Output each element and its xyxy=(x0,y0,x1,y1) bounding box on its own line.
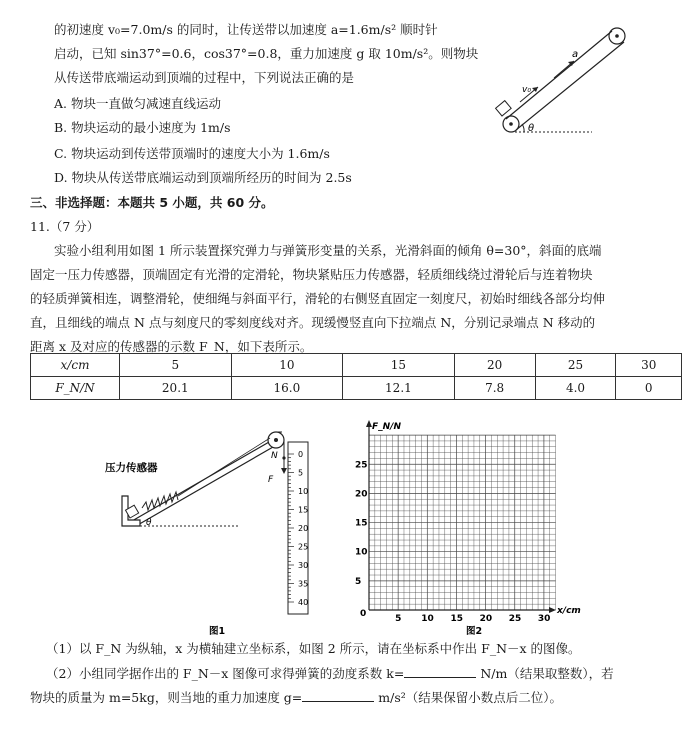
table-cell: 5 xyxy=(120,354,232,377)
subquestion-2-line-1 xyxy=(46,665,614,682)
force-f-label: F xyxy=(268,475,274,485)
conveyor-belt-figure xyxy=(492,20,642,150)
x-tick-label: 5 xyxy=(395,614,402,624)
pressure-sensor-label: 压力传感器 xyxy=(105,462,158,474)
a-label: a xyxy=(572,49,579,60)
table-cell: 20 xyxy=(454,354,535,377)
q11-para-line-4: 直，且细线的端点 N 点与刻度尺的零刻度线对齐。现缓慢竖直向下拉端点 N，分别记录端点 N 移动的 xyxy=(30,315,596,330)
subquestion-2-line-2 xyxy=(30,689,562,706)
x-tick-label: 10 xyxy=(421,614,434,624)
subquestion-2-text-c: 物块的质量为 m=5kg，则当地的重力加速度 g= xyxy=(30,690,303,705)
q10-line-1: 的初速度 v₀=7.0m/s 的同时，让传送带以加速度 a=1.6m/s² 顺时针 xyxy=(54,22,438,37)
q11-para-line-2: 固定一压力传感器，顶端固定有光滑的定滑轮，物块紧贴压力传感器，轻质细线绕过滑轮后与连着物块 xyxy=(30,267,593,282)
q11-number: 11.（7 分） xyxy=(30,219,100,234)
ruler-tick-label: 40 xyxy=(298,598,309,607)
origin-label: 0 xyxy=(360,609,367,619)
ruler-tick-label: 0 xyxy=(298,450,304,459)
figure-2-grid xyxy=(352,418,592,640)
table-row xyxy=(31,354,682,377)
q10-option-b[interactable]: B. 物块运动的最小速度为 1m/s xyxy=(54,120,231,135)
ruler-tick-label: 25 xyxy=(298,542,309,552)
y-tick-label: 25 xyxy=(355,460,368,471)
q11-para-line-3: 的轻质弹簧相连，调整滑轮，使细绳与斜面平行，滑轮的右侧竖直固定一刻度尺，初始时细线各部分均伸 xyxy=(30,291,606,306)
y-axis-label: F_N/N xyxy=(372,422,401,432)
y-tick-label: 15 xyxy=(355,518,368,529)
subquestion-2-text-d: m/s²（结果保留小数点后二位）。 xyxy=(378,690,563,705)
x-axis-label: x/cm xyxy=(557,606,581,616)
y-tick-label: 20 xyxy=(355,489,368,500)
theta-label: θ xyxy=(528,123,535,134)
table-cell: 10 xyxy=(231,354,343,377)
q10-option-d[interactable]: D. 物块从传送带底端运动到顶端所经历的时间为 2.5s xyxy=(54,170,352,185)
table-cell: 0 xyxy=(616,377,682,400)
x-tick-label: 30 xyxy=(537,614,551,624)
figure-1-caption: 图1 xyxy=(209,626,226,637)
x-tick-label: 25 xyxy=(508,614,522,624)
table-cell: F_N/N xyxy=(31,377,120,400)
spring-icon xyxy=(142,492,178,510)
x-tick-label: 15 xyxy=(450,614,463,624)
table-cell: 4.0 xyxy=(535,377,616,400)
table-cell: 25 xyxy=(535,354,616,377)
n-point-label: N xyxy=(271,451,278,461)
ruler-tick-label: 10 xyxy=(298,487,309,496)
q10-option-a[interactable]: A. 物块一直做匀减速直线运动 xyxy=(54,96,221,111)
table-cell: 7.8 xyxy=(454,377,535,400)
ruler-tick-label: 15 xyxy=(298,505,309,515)
q11-para-line-1: 实验小组利用如图 1 所示装置探究弹力与弹簧形变量的关系，光滑斜面的倾角 θ=30°，斜面的底端 xyxy=(54,243,602,258)
table-cell: 12.1 xyxy=(343,377,455,400)
table-cell: 16.0 xyxy=(231,377,343,400)
y-tick-label: 5 xyxy=(355,576,362,587)
ruler-tick-label: 35 xyxy=(298,579,309,589)
ruler-tick-label: 5 xyxy=(298,468,304,478)
subquestion-1: （1）以 F_N 为纵轴，x 为横轴建立坐标系，如图 2 所示，请在坐标系中作出 F_N－x 的图像。 xyxy=(46,641,581,656)
table-cell: 30 xyxy=(616,354,682,377)
g-answer-blank[interactable] xyxy=(302,689,374,702)
q10-line-3: 从传送带底端运动到顶端的过程中，下列说法正确的是 xyxy=(54,70,355,85)
theta-label: θ xyxy=(146,518,152,528)
section-3-heading: 三、非选择题：本题共 5 小题，共 60 分。 xyxy=(30,195,274,210)
ruler-tick-label: 30 xyxy=(298,561,309,570)
q10-line-2: 启动，已知 sin37°=0.6，cos37°=0.8，重力加速度 g 取 10m/s²。则物块 xyxy=(54,46,479,61)
table-cell: 15 xyxy=(343,354,455,377)
measurement-table xyxy=(30,353,682,400)
table-cell: x/cm xyxy=(31,354,120,377)
subquestion-2-text-a: （2）小组同学据作出的 F_N－x 图像可求得弹簧的劲度系数 k= xyxy=(46,666,405,681)
figure-2-caption: 图2 xyxy=(466,626,483,637)
subquestion-2-text-b: N/m（结果取整数），若 xyxy=(480,666,614,681)
k-answer-blank[interactable] xyxy=(404,665,476,678)
block-icon xyxy=(496,101,512,116)
x-tick-label: 20 xyxy=(479,614,493,624)
table-row xyxy=(31,377,682,400)
table-cell: 20.1 xyxy=(120,377,232,400)
x-axis-arrow-icon xyxy=(549,607,556,613)
q10-option-c[interactable]: C. 物块运动到传送带顶端时的速度大小为 1.6m/s xyxy=(54,146,330,161)
ruler-tick-label: 20 xyxy=(298,524,309,533)
figure-1-apparatus xyxy=(100,418,330,640)
q11-para-line-5: 距离 x 及对应的传感器的示数 F_N，如下表所示。 xyxy=(30,339,313,354)
y-tick-label: 10 xyxy=(355,547,368,558)
v0-label: v₀ xyxy=(522,85,531,95)
